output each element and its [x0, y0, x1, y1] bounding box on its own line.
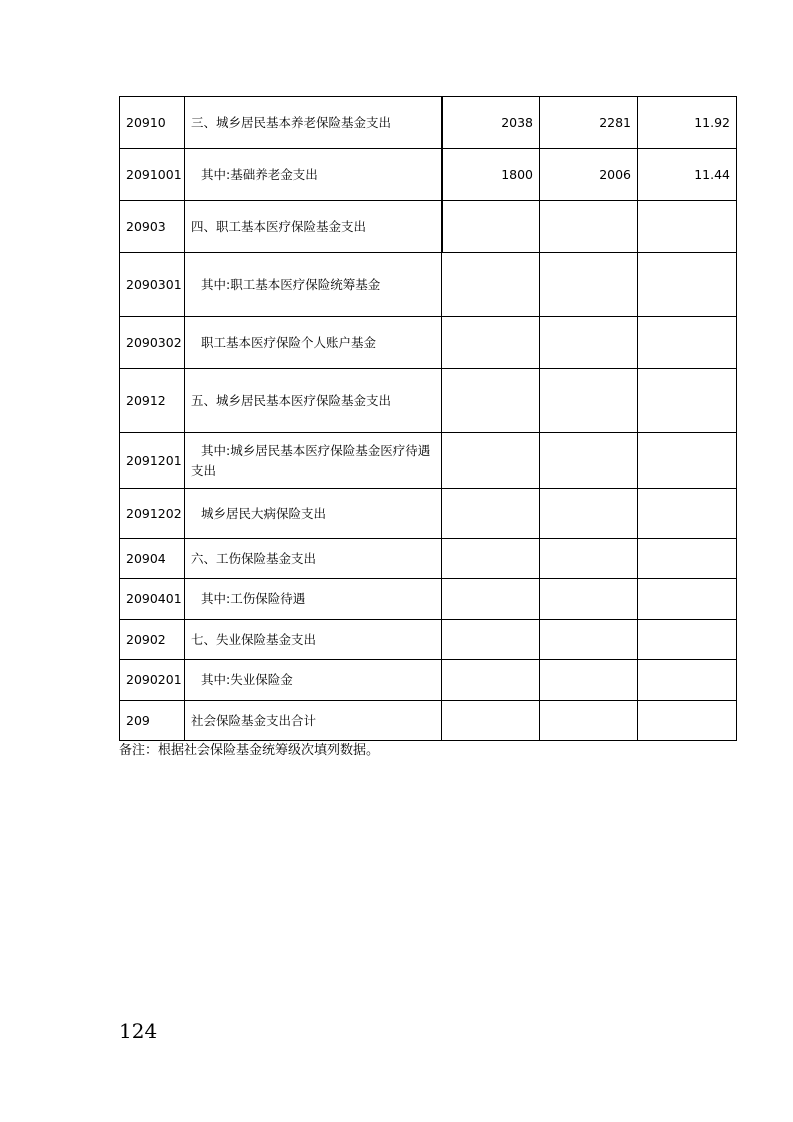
value-cell-2 — [540, 201, 638, 253]
table-row — [120, 433, 737, 489]
table-row — [120, 201, 737, 253]
value-cell-1 — [442, 660, 540, 701]
subject-name-cell: 职工基本医疗保险个人账户基金 — [185, 317, 442, 369]
value-cell-1: 1800 — [442, 149, 540, 201]
value-cell-2 — [540, 253, 638, 317]
table-row — [120, 620, 737, 660]
page-number: 124 — [119, 1019, 158, 1043]
value-cell-3 — [638, 620, 737, 660]
value-cell-2 — [540, 620, 638, 660]
value-cell-1 — [442, 317, 540, 369]
subject-code-cell: 209 — [120, 701, 185, 741]
value-cell-1 — [442, 579, 540, 620]
value-cell-3 — [638, 579, 737, 620]
table-row — [120, 253, 737, 317]
value-cell-2 — [540, 701, 638, 741]
subject-code-cell: 20902 — [120, 620, 185, 660]
value-cell-1 — [442, 539, 540, 579]
table-row — [120, 369, 737, 433]
table-row — [120, 579, 737, 620]
value-cell-1 — [442, 369, 540, 433]
subject-code-cell: 2091202 — [120, 489, 185, 539]
subject-code-cell: 2090302 — [120, 317, 185, 369]
value-cell-1 — [442, 489, 540, 539]
subject-name-cell: 四、职工基本医疗保险基金支出 — [185, 201, 442, 253]
value-cell-1: 2038 — [442, 97, 540, 149]
value-cell-3: 11.44 — [638, 149, 737, 201]
value-cell-3 — [638, 433, 737, 489]
value-cell-2 — [540, 539, 638, 579]
subject-name-cell: 其中:职工基本医疗保险统筹基金 — [185, 253, 442, 317]
value-cell-2 — [540, 489, 638, 539]
value-cell-2 — [540, 369, 638, 433]
value-cell-3 — [638, 369, 737, 433]
table-row — [120, 539, 737, 579]
subject-code-cell: 20910 — [120, 97, 185, 149]
table-footnote: 备注：根据社会保险基金统筹级次填列数据。 — [119, 743, 380, 758]
subject-code-cell: 2091001 — [120, 149, 185, 201]
subject-name-cell: 城乡居民大病保险支出 — [185, 489, 442, 539]
subject-name-cell: 六、工伤保险基金支出 — [185, 539, 442, 579]
value-cell-2: 2006 — [540, 149, 638, 201]
value-cell-2 — [540, 433, 638, 489]
value-cell-2 — [540, 579, 638, 620]
table-row — [120, 489, 737, 539]
subject-code-cell: 2091201 — [120, 433, 185, 489]
table-row — [120, 317, 737, 369]
value-cell-2: 2281 — [540, 97, 638, 149]
subject-code-cell: 20904 — [120, 539, 185, 579]
subject-code-cell: 2090301 — [120, 253, 185, 317]
value-cell-3 — [638, 317, 737, 369]
value-cell-1 — [442, 701, 540, 741]
value-cell-1 — [442, 620, 540, 660]
subject-name-cell: 其中:失业保险金 — [185, 660, 442, 701]
fund-expenditure-table — [119, 96, 737, 741]
subject-code-cell: 2090201 — [120, 660, 185, 701]
value-cell-3 — [638, 201, 737, 253]
subject-code-cell: 20903 — [120, 201, 185, 253]
table-row — [120, 97, 737, 149]
subject-name-cell: 其中:城乡居民基本医疗保险基金医疗待遇支出 — [185, 433, 442, 489]
subject-code-cell: 2090401 — [120, 579, 185, 620]
value-cell-1 — [442, 201, 540, 253]
value-cell-1 — [442, 253, 540, 317]
table-row — [120, 660, 737, 701]
value-cell-1 — [442, 433, 540, 489]
subject-name-cell: 五、城乡居民基本医疗保险基金支出 — [185, 369, 442, 433]
table-row — [120, 149, 737, 201]
subject-name-cell: 其中:工伤保险待遇 — [185, 579, 442, 620]
value-cell-3 — [638, 489, 737, 539]
subject-name-cell: 三、城乡居民基本养老保险基金支出 — [185, 97, 442, 149]
subject-name-cell: 其中:基础养老金支出 — [185, 149, 442, 201]
value-cell-3 — [638, 701, 737, 741]
value-cell-3 — [638, 660, 737, 701]
subject-code-cell: 20912 — [120, 369, 185, 433]
value-cell-2 — [540, 317, 638, 369]
value-cell-3 — [638, 253, 737, 317]
value-cell-3: 11.92 — [638, 97, 737, 149]
subject-name-cell: 七、失业保险基金支出 — [185, 620, 442, 660]
value-cell-2 — [540, 660, 638, 701]
value-cell-3 — [638, 539, 737, 579]
subject-name-cell: 社会保险基金支出合计 — [185, 701, 442, 741]
table-row — [120, 701, 737, 741]
